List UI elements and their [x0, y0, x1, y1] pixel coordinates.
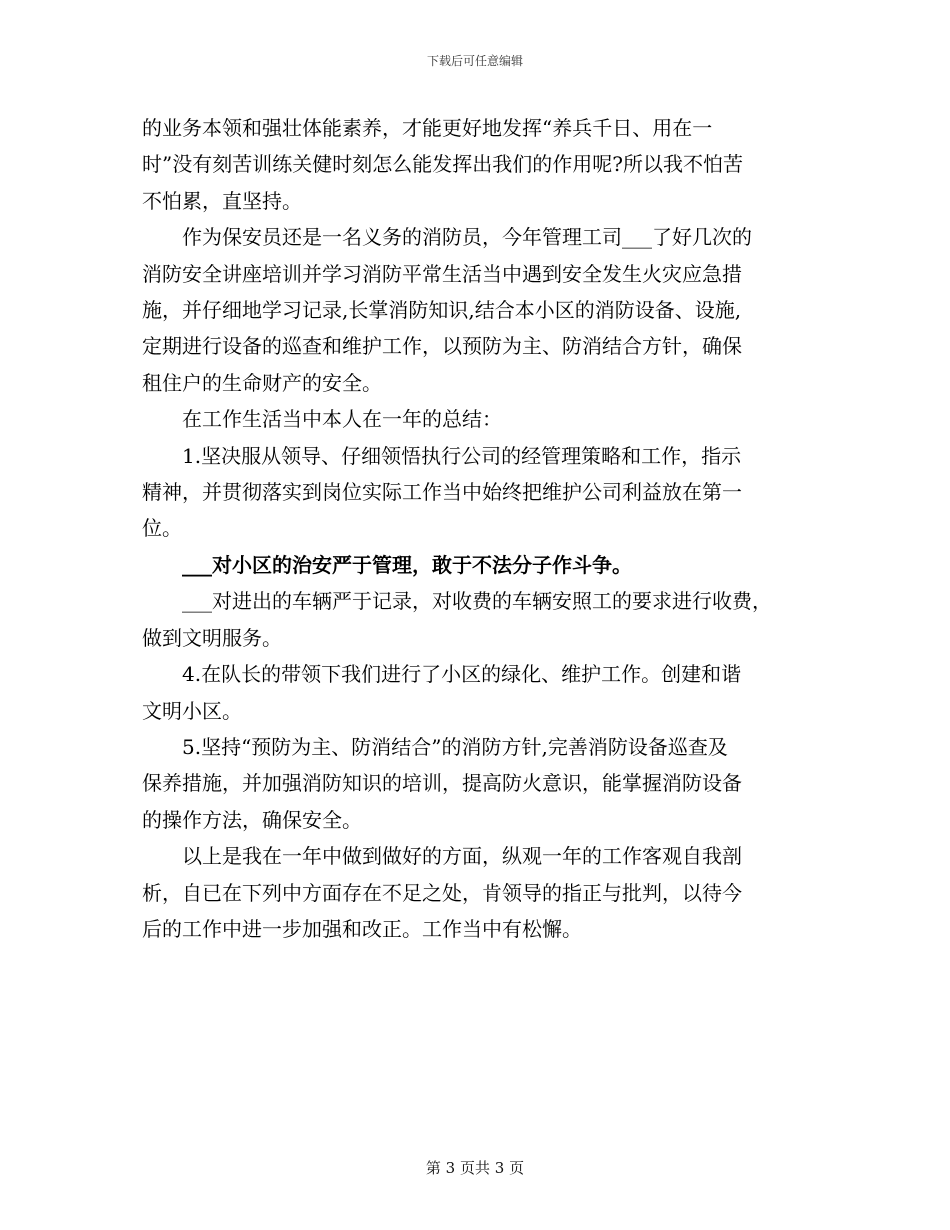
text-line: 保养措施，并加强消防知识的培训，提高防火意识，能掌握消防设备	[142, 771, 742, 796]
paragraph-conclusion	[142, 838, 822, 947]
paragraph-summary-intro	[142, 401, 822, 437]
text-line: ___对小区的治安严于管理，敢于不法分子作斗争。	[182, 552, 632, 577]
paragraph-fire-safety	[142, 219, 822, 401]
text-line: 5.坚持“预防为主、防消结合”的消防方针,完善消防设备巡查及	[182, 734, 728, 759]
text-line: 1.坚决服从领导、仔细领悟执行公司的经管理策略和工作，指示	[182, 443, 742, 468]
text-line: 做到文明服务。	[142, 625, 282, 650]
paragraph-item-5	[142, 729, 822, 838]
text-line: 4.在队长的带领下我们进行了小区的绿化、维护工作。创建和谐	[182, 662, 742, 687]
text-line: 消防安全讲座培训并学习消防平常生活当中遇到安全发生火灾应急措	[142, 261, 742, 286]
paragraph-continuation	[142, 110, 822, 219]
text-line: 时”没有刻苦训练关健时刻怎么能发挥出我们的作用呢?所以我不怕苦	[142, 152, 743, 177]
text-line: 施，并仔细地学习记录,长掌消防知识,结合本小区的消防设备、设施,	[142, 298, 742, 323]
text-line: 的操作方法，确保安全。	[142, 807, 362, 832]
text-line: 租住户的生命财产的安全。	[142, 370, 382, 395]
paragraph-item-3	[142, 583, 822, 656]
text-line: 后的工作中进一步加强和改正。工作当中有松懈。	[142, 916, 582, 941]
paragraph-item-1	[142, 438, 822, 547]
text-line: 文明小区。	[142, 698, 242, 723]
text-line: 作为保安员还是一名义务的消防员，今年管理工司___了好几次的	[182, 225, 752, 250]
document-body	[142, 110, 822, 947]
text-line: 在工作生活当中本人在一年的总结：	[182, 407, 502, 432]
text-line: 析，自已在下列中方面存在不足之处，肯领导的指正与批判，以待今	[142, 880, 742, 905]
paragraph-item-2	[142, 547, 822, 583]
page-number-footer: 第 3 页共 3 页	[425, 1159, 525, 1177]
page-header: 下载后可任意编辑	[426, 54, 523, 68]
paragraph-item-4	[142, 656, 822, 729]
text-line: 以上是我在一年中做到做好的方面，纵观一年的工作客观自我剖	[182, 844, 742, 869]
text-line: 精神，并贯彻落实到岗位实际工作当中始终把维护公司利益放在第一	[142, 480, 742, 505]
text-line: 位。	[142, 516, 182, 541]
text-line: 定期进行设备的巡查和维护工作，以预防为主、防消结合方针，确保	[142, 334, 742, 359]
text-line: 不怕累，直坚持。	[142, 188, 302, 213]
text-line: 的业务本领和强壮体能素养，才能更好地发挥“养兵千日、用在一	[142, 116, 713, 140]
text-line: ___对进出的车辆严于记录，对收费的车辆安照工的要求进行收费，	[182, 589, 772, 614]
